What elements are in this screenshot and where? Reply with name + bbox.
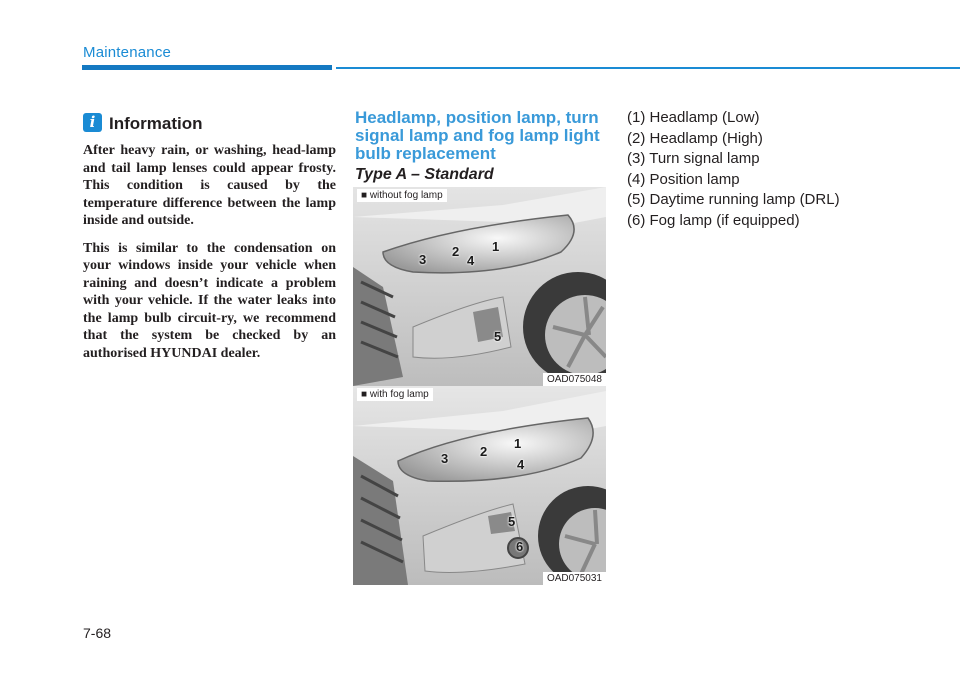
callout-5: 5 (508, 514, 516, 529)
section-title: Maintenance (83, 44, 172, 61)
legend-item: (3) Turn signal lamp (627, 150, 760, 167)
callout-6: 6 (516, 539, 524, 554)
figure-variant-label: ■ without fog lamp (357, 189, 447, 202)
headlamp-figure-without-fog (353, 187, 606, 386)
legend-item: (5) Daytime running lamp (DRL) (627, 191, 840, 208)
callout-1: 1 (514, 436, 522, 451)
callout-2: 2 (452, 244, 460, 259)
legend-item: (4) Position lamp (627, 170, 740, 188)
callout-4: 4 (517, 457, 525, 472)
figure-variant-label: ■ with fog lamp (357, 388, 433, 401)
callout-3: 3 (419, 252, 427, 267)
callout-5: 5 (494, 329, 502, 344)
legend-item: (1) Headlamp (Low) (627, 109, 760, 126)
headlamp-figure-with-fog (353, 386, 606, 585)
bulb-legend (627, 108, 840, 231)
information-icon: i (83, 113, 102, 132)
figure-code: OAD075048 (543, 373, 606, 386)
callout-2: 2 (480, 444, 488, 459)
information-paragraph: This is similar to the condensation on your windows inside your vehicle when raining and doesn’t indicate a problem with your vehicle. If the water leaks into the lamp bulb circuit-ry, we recommend that the system be checked by an authorised HYUNDAI dealer. (83, 240, 336, 361)
callout-4: 4 (467, 253, 475, 268)
section-heading: Headlamp, position lamp, turn signal lamp and fog lamp light bulb replacement (355, 108, 600, 163)
headlamp-illustration (353, 386, 606, 585)
legend-item: (2) Headlamp (High) (627, 129, 763, 147)
header-rule-thin (336, 67, 960, 69)
headlamp-illustration (353, 187, 606, 386)
callout-3: 3 (441, 451, 449, 466)
legend-item: (6) Fog lamp (if equipped) (627, 211, 800, 229)
type-subheading: Type A – Standard (355, 166, 494, 183)
figure-code: OAD075031 (543, 572, 606, 585)
header-rule-thick (82, 65, 332, 70)
callout-1: 1 (492, 239, 500, 254)
information-body (83, 142, 336, 372)
information-paragraph: After heavy rain, or washing, head-lamp and tail lamp lenses could appear frosty. This condition is caused by the temperature difference between the lamp inside and outside. (83, 143, 336, 228)
page-number: 7-68 (83, 625, 112, 641)
information-title: Information (109, 114, 203, 133)
